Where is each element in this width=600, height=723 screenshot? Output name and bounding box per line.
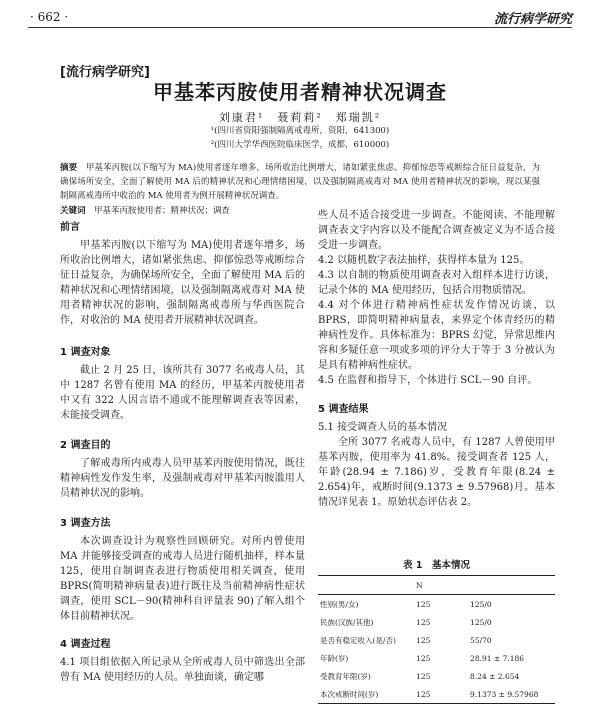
section-1-heading: 1 调查对象 — [60, 347, 111, 358]
table-row — [318, 595, 555, 614]
table-cell: 本次戒断时间(岁) — [320, 689, 379, 699]
table-cell: 性别(男/女) — [320, 599, 359, 609]
table-cell: 民族(汉族/其他) — [320, 617, 374, 627]
section-5-1-heading: 5.1 接受调查人员的基本情况 — [318, 422, 448, 433]
authors: 刘康君¹ 聂莉莉² 郑瑞凯² — [218, 111, 382, 124]
table-header-cell: N — [416, 580, 423, 590]
table-cell: 125 — [416, 671, 431, 681]
section-4-3-paragraph: 4.3 以自制的物质使用调查表对入组样本进行访谈，记录个体的 MA 使用经历，包括合用物质情况。 — [318, 270, 555, 296]
table-cell: 8.24 ± 2.654 — [470, 671, 520, 681]
affiliation-2: ²(四川大学华西医院临床医学，成都，610000) — [210, 140, 390, 150]
table-row — [318, 631, 555, 649]
left-column — [60, 220, 305, 685]
table-cell: 年龄(岁) — [320, 653, 349, 663]
table-cell: 125 — [416, 617, 431, 627]
table-cell: 受教育年限(岁) — [320, 671, 371, 681]
section-2-heading: 2 调查目的 — [60, 440, 111, 451]
section-4-4-paragraph: 4.4 对个体进行精神病性症状发作情况访谈，以 BPRS，即简明精神病量表，来界定个体青经历的精神病性发作。具体标准为：BPRS 幻觉，异常思维内容和多疑任意一项或多项的评分大于等于 3 分被认为是具有精神病性症状。 — [318, 300, 555, 371]
table-row — [318, 667, 555, 685]
article-title: 甲基苯丙胺使用者精神状况调查 — [153, 80, 447, 104]
table-cell: 125 — [416, 599, 431, 609]
right-column — [318, 208, 555, 510]
table-caption: 表 1 基本情况 — [403, 560, 470, 571]
table-header-cell — [468, 576, 555, 595]
foreword-paragraph: 甲基苯丙胺(以下缩写为 MA)使用者逐年增多，场所收治比例增大，诸如紧张焦虑、抑郁惊恐等戒断综合征日益复杂，为确保场所安全，全面了解使用 MA 后的精神状况和心理情绪困境，以及强制隔离戒毒对 MA 使用者精神状况的影响，强制隔离戒毒所与华西医院合作，对收治的 MA 使用者开展精神状况调查。 — [60, 240, 305, 326]
foreword-heading: 前言 — [60, 222, 80, 233]
table-cell: 28.91 ± 7.186 — [470, 653, 525, 663]
section-5-heading: 5 调查结果 — [318, 404, 369, 415]
section-3-heading: 3 调查方法 — [60, 518, 111, 529]
section-3-paragraph: 本次调查设计为观察性回顾研究。对所内曾使用 MA 并能够接受调查的戒毒人员进行随机抽样，样本量 125，使用自制调查表进行物质使用相关调查，使用 BPRS(简明精神病量表)进行既往及当前精神病性症状调查，使用 SCL－90(精神科自评量表 90)了解入组个体目前精神状况。 — [60, 536, 305, 622]
table-row — [318, 613, 555, 631]
table-cell: 125/0 — [470, 617, 492, 627]
section-4-1-paragraph: 4.1 项目组依据入所记录从全所戒毒人员中筛选出全部曾有 MA 使用经历的人员。单独面谈，确定哪 — [60, 657, 305, 683]
continued-paragraph: 些人员不适合接受进一步调查。不能阅读、不能理解调查表文字内容以及不能配合调查被定义为不适合接受进一步调查。 — [318, 210, 555, 251]
table-header-cell — [318, 576, 414, 595]
abstract — [60, 161, 540, 203]
table-1 — [318, 557, 555, 704]
section-5-1-paragraph: 全所 3077 名戒毒人员中，有 1287 人曾使用甲基苯丙胺，使用率为 41.8%。接受调查者 125 人，年龄(28.94 ± 7.186)岁，受教育年限(8.24 ± 2.654)年，戒断时间(9.1373 ± 9.57968)月。基本情况详见表 1。原始状态评估表 2。 — [318, 437, 555, 508]
page-number: · 662 · — [30, 10, 69, 24]
section-4-5-paragraph: 4.5 在监督和指导下，个体进行 SCL－90 自评。 — [318, 375, 538, 386]
affiliation-1: ¹(四川省资阳强制隔离戒毒所，资阳，641300) — [210, 126, 390, 136]
table-cell: 125 — [416, 653, 431, 663]
journal-name: 流行病学研究 — [493, 12, 572, 27]
section-1-paragraph: 截止 2 月 25 日，该所共有 3077 名戒毒人员，其中 1287 名曾有使用 MA 的经历，甲基苯丙胺使用者中又有 322 人因言语不通或不能理解调查表等因素，未能接受调查。 — [60, 365, 305, 421]
section-4-2-paragraph: 4.2 以随机数字表法抽样，获得样本量为 125。 — [318, 255, 530, 266]
abstract-label: 摘要 — [60, 163, 78, 173]
table-cell: 125/0 — [470, 599, 492, 609]
basic-info-table — [318, 575, 555, 704]
header-divider — [28, 27, 572, 28]
section-2-paragraph: 了解戒毒所内戒毒人员甲基苯丙胺使用情况，既往精神病性发作发生率，及强制戒毒对甲基苯丙胺滥用人员精神状况的影响。 — [60, 458, 305, 499]
table-row — [318, 685, 555, 704]
keywords-label: 关键词 — [60, 206, 86, 216]
section-tag: [流行病学研究] — [60, 65, 150, 80]
table-cell: 是否有稳定收入(是/否) — [320, 635, 396, 645]
table-cell: 55/70 — [470, 635, 492, 645]
section-4-heading: 4 调查过程 — [60, 639, 111, 650]
table-cell: 125 — [416, 635, 431, 645]
table-cell: 125 — [416, 689, 431, 699]
keywords-text: 甲基苯丙胺使用者；精神状况；调查 — [94, 206, 231, 216]
table-header-row — [318, 576, 555, 595]
table-row — [318, 649, 555, 667]
table-cell: 9.1373 ± 9.57968 — [470, 689, 539, 699]
abstract-text: 甲基苯丙胺(以下缩写为 MA)使用者逐年增多，场所收治比例增大，诸如紧张焦虑、抑郁惊恐等戒断综合征日益复杂，为确保场所安全，全面了解使用 MA 后的精神状况和心理情绪困境，以及强制隔离戒毒对 MA 使用者精神状况的影响，现以某强制隔离戒毒所中收治的 MA 使用者为例开展精神状况调查。 — [60, 163, 540, 201]
